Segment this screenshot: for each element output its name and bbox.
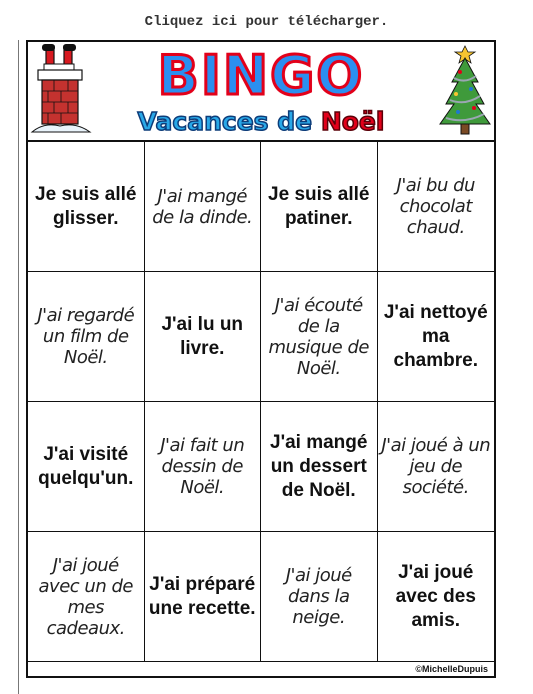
- card-header: [28, 42, 494, 142]
- bingo-cell: J'ai bu du chocolat chaud.: [378, 142, 495, 272]
- bingo-cell: J'ai joué à un jeu de société.: [378, 402, 495, 532]
- bingo-cell: J'ai joué dans la neige.: [261, 532, 378, 662]
- card-title: BINGO: [157, 44, 365, 107]
- bingo-cell: J'ai nettoyé ma chambre.: [378, 272, 495, 402]
- bingo-cell: J'ai visité quelqu'un.: [28, 402, 145, 532]
- card-subtitle: [98, 108, 424, 136]
- subtitle-noel: Noël: [320, 107, 385, 136]
- bingo-cell: J'ai mangé de la dinde.: [145, 142, 262, 272]
- bingo-cell: J'ai préparé une recette.: [145, 532, 262, 662]
- bingo-card: [26, 40, 496, 678]
- bingo-cell: Je suis allé patiner.: [261, 142, 378, 272]
- christmas-tree-icon: [438, 44, 492, 136]
- bingo-cell: J'ai regardé un film de Noël.: [28, 272, 145, 402]
- bingo-grid: [28, 142, 494, 662]
- bingo-cell: J'ai lu un livre.: [145, 272, 262, 402]
- subtitle-text: Vacances de: [137, 107, 321, 136]
- page-margin-rule: [18, 40, 19, 694]
- bingo-cell: J'ai mangé un dessert de Noël.: [261, 402, 378, 532]
- bingo-cell: J'ai joué avec un de mes cadeaux.: [28, 532, 145, 662]
- bingo-cell: J'ai joué avec des amis.: [378, 532, 495, 662]
- bingo-cell: J'ai fait un dessin de Noël.: [145, 402, 262, 532]
- download-link[interactable]: Cliquez ici pour télécharger.: [144, 14, 389, 30]
- bingo-cell: J'ai écouté de la musique de Noël.: [261, 272, 378, 402]
- bingo-cell: Je suis allé glisser.: [28, 142, 145, 272]
- copyright-credit: ©MichelleDupuis: [415, 664, 488, 674]
